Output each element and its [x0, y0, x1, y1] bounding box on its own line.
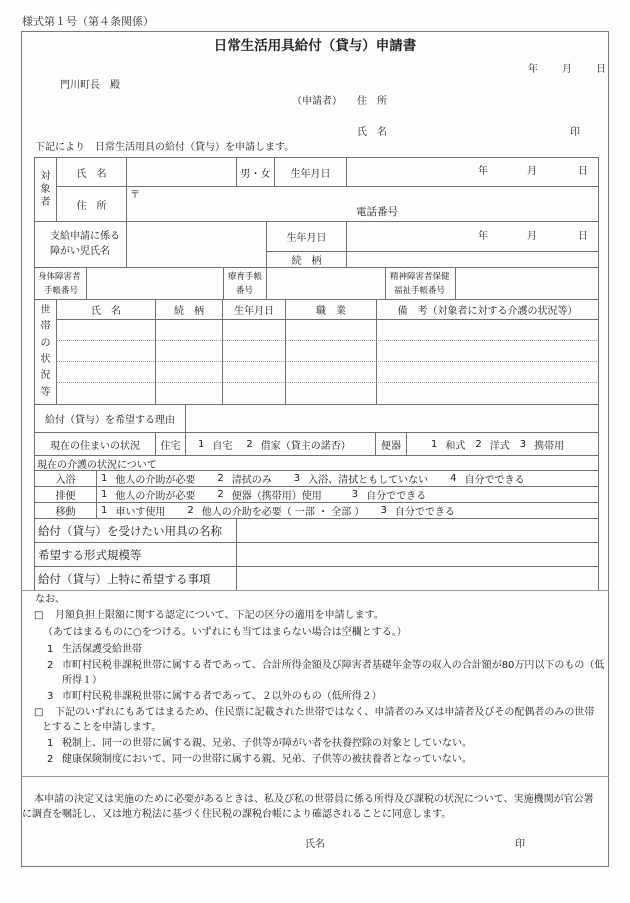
equipment-spec-field — [236, 542, 599, 567]
handbook-label-line1: 精神障害者保健 — [390, 272, 450, 282]
reason-label: 給付（貸与）を希望する理由 — [34, 404, 186, 433]
applicant-name-label: 氏 名 — [357, 127, 387, 138]
household-cell — [285, 382, 377, 405]
option-number: 3 — [293, 473, 301, 484]
consent-divider — [21, 776, 609, 777]
household-group-char: 状 — [40, 354, 51, 366]
household-cell — [222, 319, 286, 341]
household-group-char: 等 — [40, 386, 51, 398]
subject-address-label: 住 所 — [56, 186, 127, 222]
household-col-occupation: 職 業 — [285, 299, 377, 320]
handbook-label-line1: 身体障害者 — [38, 272, 81, 282]
condition-text: 健康保険制度において、同一の世帯に属する親、兄弟、子供等の被扶養者となっていない。 — [62, 754, 472, 765]
household-col-remarks: 備 考（対象者に対する介護の状況等） — [376, 299, 599, 320]
toilet-options — [406, 432, 599, 456]
house-label: 住宅 — [155, 432, 186, 456]
equipment-name-label: 給付（貸与）を受けたい用具の名称 — [34, 518, 237, 543]
consent-seal: 印 — [515, 839, 525, 850]
household-col-birth: 生年月日 — [222, 299, 286, 320]
household-cell — [222, 382, 286, 405]
applicant-seal: 印 — [570, 127, 580, 138]
care-option: 便器（携帯用）使用 — [231, 491, 322, 502]
household-cell — [56, 340, 156, 362]
equipment-name-field — [236, 518, 599, 543]
household-cell — [222, 340, 286, 362]
physical-handbook-field — [86, 267, 224, 300]
subject-group-char: 象 — [40, 183, 51, 195]
household-cell — [222, 361, 286, 383]
household-cell — [155, 340, 223, 362]
option-number: 4 — [450, 473, 457, 484]
household-cell — [376, 361, 599, 383]
income-option-text: 生活保護受給世帯 — [62, 644, 142, 655]
care-option: 入浴、清拭ともしていない — [308, 475, 429, 486]
handbook-label-line2: 手帳番号 — [44, 286, 79, 296]
condition-number: 1 — [47, 738, 54, 749]
child-label-line2: 障がい児氏名 — [50, 246, 110, 257]
option-number: 3 — [519, 438, 527, 450]
income-option-text-cont: 所得１） — [62, 675, 102, 686]
addressee: 門川町長 殿 — [60, 80, 120, 91]
birth-year-unit: 年 — [478, 166, 488, 177]
house-option-rent: 借家（貸主の諾否） — [260, 440, 351, 452]
ryouiku-handbook-field — [266, 267, 386, 300]
income-option-text: 市町村民税非課税世帯に属する者であって、２以外のもの（低所得２） — [62, 691, 382, 702]
child-label-line1: 支給申請に係る — [50, 231, 120, 242]
subject-group-label — [34, 157, 57, 222]
handbook-label-line2: 福祉手帳番号 — [394, 286, 446, 296]
income-option-number: 2 — [47, 660, 54, 671]
care-options-mobility — [96, 502, 599, 519]
care-option: 自分でできる — [394, 507, 455, 518]
option-number: 2 — [187, 505, 194, 516]
mental-handbook-field — [455, 267, 599, 300]
household-cell — [285, 340, 377, 362]
date-day: 日 — [596, 64, 606, 75]
consent-line1: 本申請の決定又は実施のために必要があるときは、私及び私の世帯員に係る所得及び課税の状況について、実施機関が官公署 — [34, 794, 594, 805]
applicant-label: （申請者） — [292, 96, 342, 107]
option-number: 3 — [351, 489, 359, 500]
equipment-spec-label: 希望する形式規模等 — [34, 542, 237, 567]
housing-label: 現在の住まいの状況 — [34, 432, 156, 456]
birth-day-unit: 日 — [578, 166, 588, 177]
child-birth-year-unit: 年 — [478, 231, 488, 242]
care-option: 他人の介助を必要（ 一部 ・ 全部 ） — [201, 507, 365, 518]
toilet-label: 便器 — [375, 432, 407, 456]
toilet-option-western: 洋式 — [489, 440, 510, 452]
option-number: 1 — [101, 489, 108, 500]
subject-birth-field — [346, 157, 599, 187]
notes-intro: なお、 — [35, 594, 65, 605]
care-options-bathing — [96, 470, 599, 487]
child-birth-field — [346, 221, 599, 252]
limit-request-checkbox: □ — [34, 610, 44, 621]
household-cell — [285, 361, 377, 383]
condition-text: 税制上、同一の世帯に属する親、兄弟、子供等が障がい者を扶養控除の対象としていない。 — [62, 738, 472, 749]
household-group-char: 帯 — [40, 321, 51, 333]
page-title: 日常生活用具給付（貸与）申請書 — [213, 38, 417, 54]
option-number: 2 — [217, 489, 224, 500]
household-group-char: の — [40, 337, 51, 349]
subject-name-label: 氏 名 — [56, 157, 127, 187]
toilet-option-japanese: 和式 — [445, 440, 466, 452]
household-cell — [56, 361, 156, 383]
option-number: 1 — [101, 473, 108, 484]
option-number: 2 — [217, 473, 224, 484]
care-option: 他人の介助が必要 — [115, 475, 196, 486]
house-options — [185, 432, 376, 456]
household-group-char: 世 — [40, 305, 51, 317]
child-birth-day-unit: 日 — [578, 231, 588, 242]
care-option: 車いす使用 — [115, 507, 166, 518]
care-label-bathing: 入浴 — [34, 470, 97, 487]
household-group-label — [34, 299, 57, 405]
care-option: 他人の介助が必要 — [115, 491, 196, 502]
household-group-char: 況 — [40, 370, 51, 382]
household-request-line2: とすることを申請します。 — [42, 722, 162, 733]
household-request-checkbox: □ — [34, 707, 44, 718]
household-col-relation: 続 柄 — [155, 299, 223, 320]
condition-number: 2 — [47, 754, 54, 765]
option-number: 2 — [246, 438, 253, 450]
toilet-option-portable: 携帯用 — [534, 440, 565, 452]
care-options-toilet — [96, 486, 599, 503]
date-year: 年 — [528, 64, 538, 75]
subject-sex-option: 男・女 — [236, 157, 275, 187]
subject-name-field — [126, 157, 237, 187]
household-cell — [155, 319, 223, 341]
household-cell — [376, 340, 599, 362]
intro-text: 下記により 日常生活用具の給付（貸与）を申請します。 — [35, 142, 295, 153]
child-birth-label: 生年月日 — [266, 221, 347, 252]
postal-mark: 〒 — [130, 190, 140, 201]
income-option-text: 市町村民税非課税世帯に属する者であって、合計所得金額及び障害者基礎年金等の収入の合計額が80万円以下のもの（低 — [62, 660, 605, 671]
consent-line2: に調査を嘱託し、又は地方税法に基づく住民税の課税台帳により確認されることに同意します。 — [22, 809, 452, 820]
household-request-line1: 下記のいずれにもあてはまるため、住民票に記載された世帯ではなく、申請者のみ又は申請者及びその配偶者のみの世帯 — [55, 707, 595, 718]
consent-name-label: 氏名 — [305, 839, 325, 850]
handbook-label-line1: 療育手帳 — [228, 272, 263, 282]
ryouiku-handbook-label — [223, 267, 267, 300]
child-relation-label: 続 柄 — [266, 251, 347, 268]
option-number: 1 — [198, 438, 205, 450]
household-cell — [155, 382, 223, 405]
child-relation-field — [346, 251, 599, 268]
subject-group-char: 者 — [40, 196, 51, 208]
equipment-request-field — [236, 566, 599, 591]
income-option-number: 3 — [47, 691, 54, 702]
house-option-own: 自宅 — [212, 440, 233, 452]
option-number: 1 — [431, 438, 438, 450]
income-option-number: 1 — [47, 644, 54, 655]
mental-handbook-label — [385, 267, 456, 300]
child-name-field — [126, 221, 267, 268]
section-divider — [21, 590, 609, 591]
care-label-toilet: 排便 — [34, 486, 97, 503]
care-heading: 現在の介護の状況について — [34, 455, 599, 471]
subject-address-field — [126, 186, 599, 222]
option-number: 2 — [475, 438, 482, 450]
date-month: 月 — [562, 64, 572, 75]
care-option: 自分でできる — [464, 475, 525, 486]
child-name-label — [34, 221, 127, 268]
household-cell — [285, 319, 377, 341]
equipment-request-label: 給付（貸与）上特に希望する事項 — [34, 566, 237, 591]
option-number: 3 — [380, 505, 387, 516]
option-number: 1 — [101, 505, 108, 516]
handbook-label-line2: 番号 — [236, 286, 254, 296]
care-option: 自分でできる — [366, 491, 427, 502]
phone-label: 電話番号 — [356, 206, 398, 218]
reason-field — [185, 404, 599, 433]
applicant-address-label: 住 所 — [357, 96, 387, 107]
household-cell — [56, 382, 156, 405]
household-col-name: 氏 名 — [56, 299, 156, 320]
care-option: 清拭のみ — [231, 475, 272, 486]
care-label-mobility: 移動 — [34, 502, 97, 519]
household-cell — [376, 382, 599, 405]
household-cell — [376, 319, 599, 341]
subject-group-char: 対 — [40, 170, 51, 182]
limit-request-text: 月額負担上限額に関する認定について、下記の区分の適用を申請します。 — [55, 610, 384, 621]
birth-month-unit: 月 — [527, 166, 537, 177]
physical-handbook-label — [34, 267, 87, 300]
limit-instruction: （あてはまるものに○をつける。いずれにも当てはまらない場合は空欄とする。） — [43, 627, 407, 638]
subject-birth-label: 生年月日 — [274, 157, 347, 187]
household-cell — [56, 319, 156, 341]
form-number: 様式第１号（第４条関係） — [22, 15, 154, 28]
child-birth-month-unit: 月 — [527, 231, 537, 242]
household-cell — [155, 361, 223, 383]
